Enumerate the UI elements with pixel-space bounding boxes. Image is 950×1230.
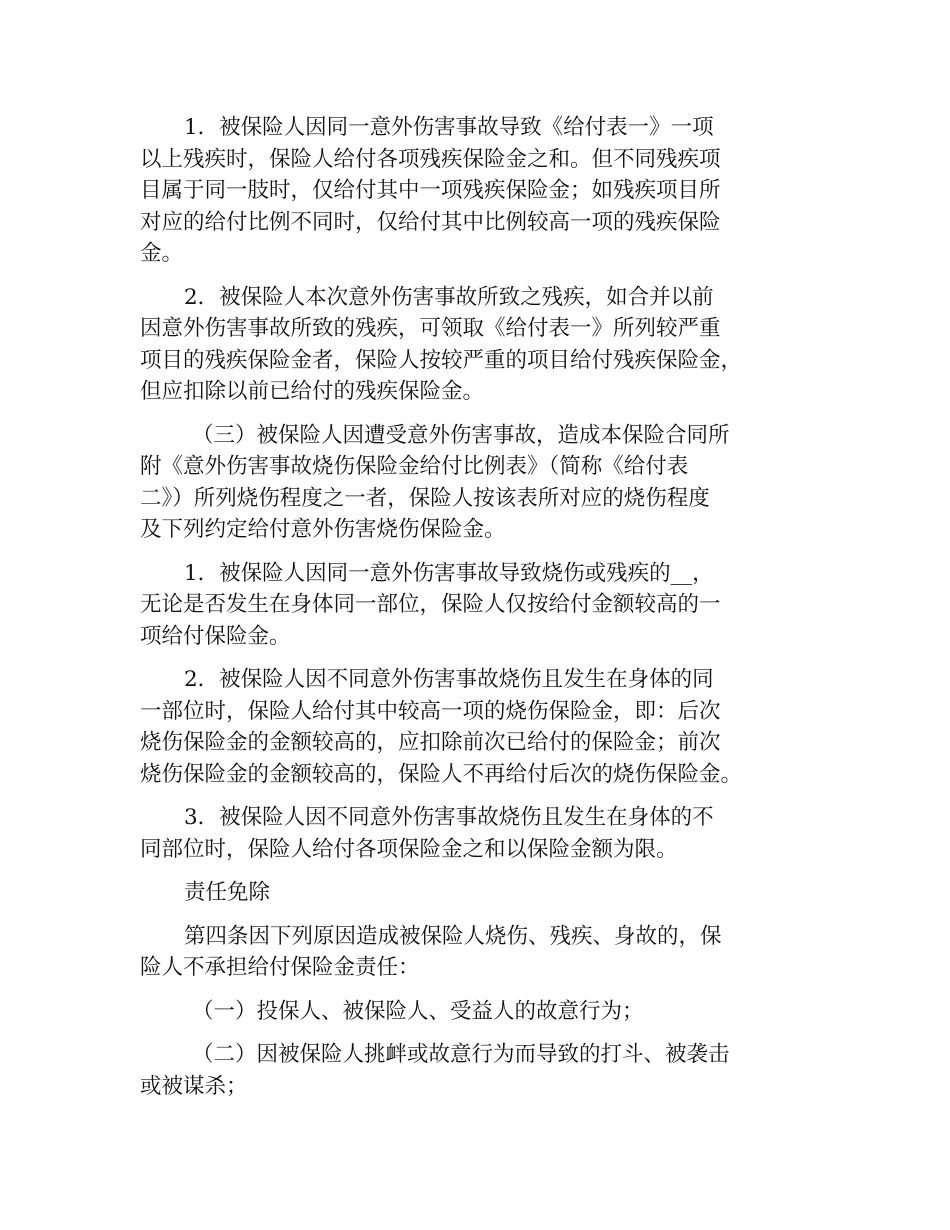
text-line: 一部位时，保险人给付其中较高一项的烧伤保险金，即：后次 <box>140 698 721 724</box>
text-line: 或被谋杀； <box>140 1073 248 1099</box>
paragraph-burn-2 <box>140 664 830 790</box>
text-line: 附《意外伤害事故烧伤保险金给付比例表》（简称《给付表 <box>140 454 689 479</box>
text-line: 第四条因下列原因造成被保险人烧伤、残疾、身故的，保 <box>184 923 722 949</box>
text-line: 2．被保险人因不同意外伤害事故烧伤且发生在身体的同 <box>184 667 714 692</box>
paragraph-exclusion-2 <box>140 1039 830 1102</box>
text-line: （二）因被保险人挑衅或故意行为而导致的打斗、被袭击 <box>192 1042 730 1067</box>
paragraph-disability-1 <box>140 112 830 270</box>
text-line: （一）投保人、被保险人、受益人的故意行为； <box>192 998 644 1024</box>
text-line: 1．被保险人因同一意外伤害事故导致《给付表一》一项 <box>184 115 714 140</box>
text-line: 二》）所列烧伤程度之一者，保险人按该表所对应的烧伤程度 <box>140 485 710 511</box>
paragraph-burn-3 <box>140 802 830 865</box>
section-heading-exclusions <box>140 877 830 909</box>
text-line: （三）被保险人因遭受意外伤害事故，造成本保险合同所 <box>192 422 730 448</box>
text-line: 1．被保险人因同一意外伤害事故导致烧伤或残疾的__， <box>184 560 714 586</box>
text-line: 烧伤保险金的金额较高的，保险人不再给付后次的烧伤保险金。 <box>140 761 743 787</box>
heading-text: 责任免除 <box>184 880 271 905</box>
text-line: 金。 <box>140 241 184 266</box>
text-line: 项给付保险金。 <box>140 623 291 649</box>
text-line: 对应的给付比例不同时，仅给付其中比例较高一项的残疾保险 <box>140 209 721 235</box>
text-line: 及下列约定给付意外伤害烧伤保险金。 <box>140 517 506 542</box>
document-page <box>140 112 830 1114</box>
text-line: 同部位时，保险人给付各项保险金之和以保险金额为限。 <box>140 836 678 862</box>
text-line: 以上残疾时，保险人给付各项残疾保险金之和。但不同残疾项 <box>140 146 721 172</box>
paragraph-burn-clause <box>140 420 830 546</box>
paragraph-disability-2 <box>140 282 830 408</box>
text-line: 2．被保险人本次意外伤害事故所致之残疾，如合并以前 <box>184 284 714 310</box>
paragraph-burn-1 <box>140 558 830 653</box>
paragraph-exclusion-1 <box>140 996 830 1028</box>
text-line: 险人不承担给付保险金责任： <box>140 955 420 980</box>
text-line: 因意外伤害事故所致的残疾，可领取《给付表一》所列较严重 <box>140 316 721 341</box>
text-line: 但应扣除以前已给付的残疾保险金。 <box>140 379 485 404</box>
text-line: 烧伤保险金的金额较高的，应扣除前次已给付的保险金；前次 <box>140 730 721 755</box>
text-line: 3．被保险人因不同意外伤害事故烧伤且发生在身体的不 <box>184 805 714 830</box>
text-line: 无论是否发生在身体同一部位，保险人仅按给付金额较高的一 <box>140 592 721 617</box>
paragraph-article-4 <box>140 921 830 984</box>
text-line: 项目的残疾保险金者，保险人按较严重的项目给付残疾保险金， <box>140 347 743 373</box>
text-line: 目属于同一肢时，仅给付其中一项残疾保险金；如残疾项目所 <box>140 178 721 203</box>
